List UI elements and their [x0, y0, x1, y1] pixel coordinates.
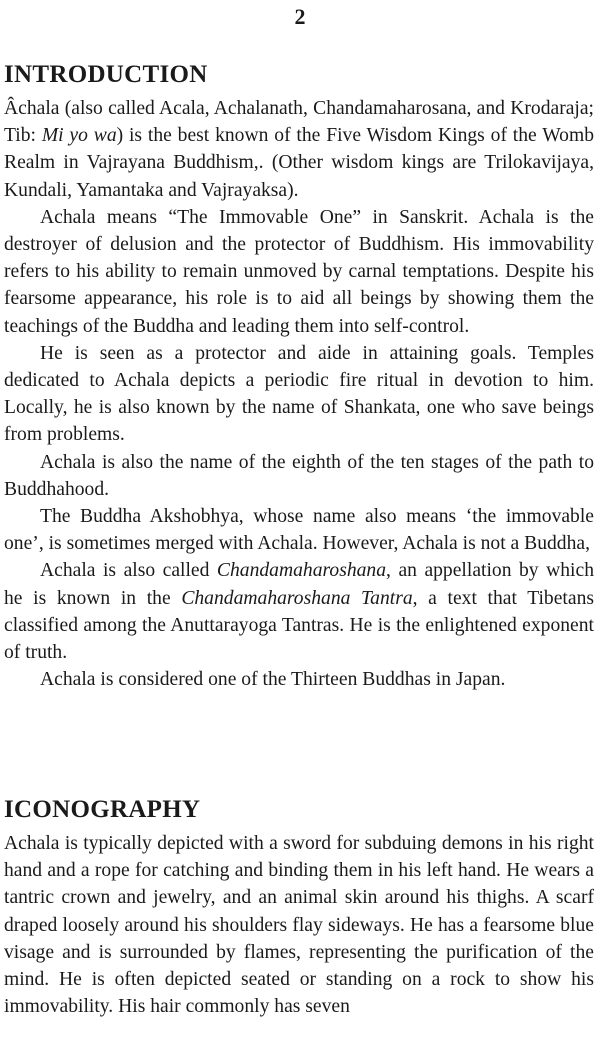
intro-paragraph-2: Achala means “The Immovable One” in Sanskrit. Achala is the destroyer of delusion and the protector of Buddhism. His immovability refers to his ability to remain unmoved by carnal temptations. Despite his fearsome appearance, his role is to aid all beings by showing them the teachings of the Buddha and leading them into self-control. [4, 206, 594, 337]
intro-p6-text-c: , an appellation by which he is known in the [4, 560, 594, 609]
intro-p6-text-a: Achala is also called [40, 560, 217, 582]
intro-p1-text-a: Âchala (also called Acala, Achalanath, Chandamaharosana, and Krodaraja; Tib: [4, 98, 594, 147]
intro-paragraph-3: He is seen as a protector and aide in attaining goals. Temples dedicated to Achala depicts a periodic fire ritual in devotion to him. Locally, he is also known by the name of Shankata, one who save beings from problems. [4, 342, 594, 446]
icono-paragraph-1: Achala is typically depicted with a sword for subduing demons in his right hand and a rope for catching and binding them in his left hand. He wears a tantric crown and jewelry, and an animal skin around his thighs. A scarf draped loosely around his shoulders flay sideways. He has a fearsome blue visage and is surrounded by flames, representing the purification of the mind. He is often depicted seated or standing on a rock to show his immovability. His hair commonly has seven [4, 833, 594, 1018]
intro-p6-appellation: Chandamaharoshana [216, 560, 387, 582]
introduction-heading: INTRODUCTION [4, 61, 208, 88]
intro-paragraph-5: The Buddha Akshobhya, whose name also means ‘the immovable one’, is sometimes merged with Achala. However, Achala is not a Buddha, [4, 506, 594, 555]
intro-paragraph-1 [4, 95, 594, 204]
intro-paragraph-6 [4, 557, 594, 666]
iconography-body [4, 830, 594, 1020]
page-number: 2 [294, 4, 306, 29]
iconography-heading: ICONOGRAPHY [4, 796, 201, 823]
intro-paragraph-4: Achala is also the name of the eighth of the ten stages of the path to Buddhahood. [4, 451, 594, 500]
intro-p1-text-c: ) is the best known of the Five Wisdom Kings of the Womb Realm in Vajrayana Buddhism,. (Other wisdom kings are Trilokavijaya, Kundali, Yamantaka and Vajrayaksa). [4, 125, 594, 201]
intro-p1-tibetan-name: Mi yo wa [41, 125, 117, 147]
intro-p6-tantra-title: Chandamaharoshana Tantra [181, 587, 413, 609]
intro-p6-text-e: , a text that Tibetans classified among the Anuttarayoga Tantras. He is the enlightened exponent of truth. [4, 587, 594, 664]
introduction-body [4, 95, 594, 693]
intro-paragraph-7: Achala is considered one of the Thirteen Buddhas in Japan. [40, 669, 506, 691]
